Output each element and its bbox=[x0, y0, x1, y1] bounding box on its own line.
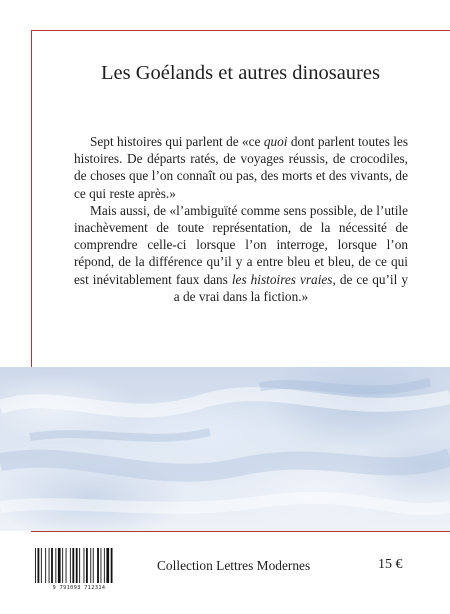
barcode-bar bbox=[49, 548, 50, 583]
barcode-bar bbox=[35, 548, 36, 583]
isbn-number: 9 791093 712314 bbox=[52, 585, 106, 591]
barcode-bar bbox=[101, 548, 102, 583]
barcode-bar bbox=[76, 548, 78, 583]
barcode-bar bbox=[66, 548, 67, 583]
paragraph-1-italic: quoi bbox=[263, 134, 288, 149]
price: 15 € bbox=[378, 557, 403, 572]
barcode-bar bbox=[55, 548, 56, 583]
blurb-paragraph-1 bbox=[74, 133, 408, 202]
barcode-bar bbox=[97, 548, 99, 583]
barcode-bar bbox=[104, 548, 105, 583]
barcode-bar bbox=[79, 548, 80, 583]
barcode-bar bbox=[84, 548, 85, 583]
barcode-bar bbox=[62, 548, 63, 583]
barcode-bars bbox=[34, 548, 124, 584]
paragraph-1-text-b: dont parlent toutes les histoires. De départs ratés, de voyages réussis, de crocodiles, de choses que l’on connaît ou pas, des morts et des vivants, de ce qui reste après.» bbox=[74, 134, 409, 201]
barcode bbox=[31, 548, 121, 594]
barcode-bar bbox=[86, 548, 88, 583]
watercolor-strokes bbox=[0, 367, 450, 531]
barcode-bar bbox=[93, 548, 94, 583]
barcode-bar bbox=[51, 548, 53, 583]
paragraph-1-text-a: Sept histoires qui parlent de «ce bbox=[90, 134, 264, 149]
barcode-bar bbox=[111, 548, 113, 583]
barcode-bar bbox=[106, 548, 109, 583]
frame-top-border bbox=[31, 30, 450, 31]
back-cover-blurb bbox=[74, 133, 408, 305]
paragraph-2-italic: les histoires vraies bbox=[231, 271, 333, 287]
barcode-bar bbox=[38, 548, 40, 583]
watercolor-texture bbox=[0, 367, 450, 531]
book-title: Les Goélands et autres dinosaures bbox=[101, 62, 380, 84]
collection-name: Collection Lettres Modernes bbox=[157, 558, 311, 573]
paragraph-2-text-b: , de ce qu’il y a de vrai dans la fiction.» bbox=[173, 271, 408, 304]
blurb-paragraph-2 bbox=[74, 202, 408, 305]
bottom-rule bbox=[31, 531, 450, 532]
barcode-bar bbox=[90, 548, 91, 583]
barcode-bar bbox=[41, 548, 42, 583]
paragraph-2-text-a: Mais aussi, de «l’ambiguïté comme sens possible, de l’utile inachèvement de toute représentation, de la nécessité de comprendre celle-ci lorsque l’on interroge, lorsque l’on répond, de la différence qu’il y a entre bleu et bleu, de ce qui est inévitablement faux dans bbox=[74, 202, 408, 287]
barcode-bar bbox=[58, 548, 61, 583]
barcode-bar bbox=[70, 548, 71, 583]
barcode-bar bbox=[45, 548, 46, 583]
barcode-bar bbox=[72, 548, 74, 583]
